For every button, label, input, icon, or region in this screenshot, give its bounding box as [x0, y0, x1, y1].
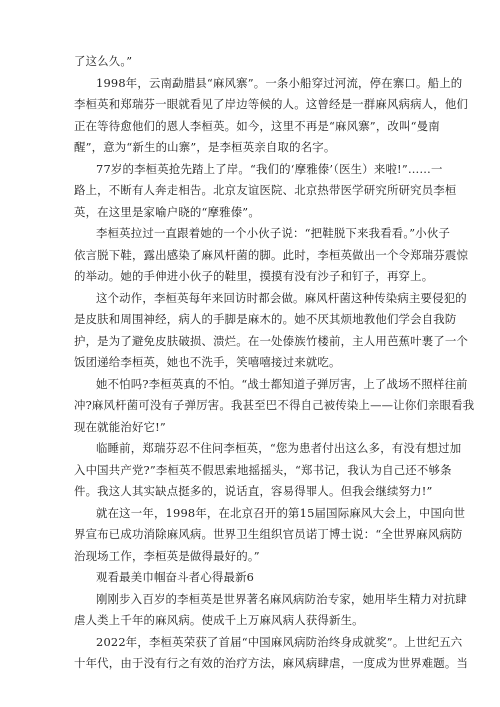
text-line: 件。我这人其实缺点挺多的，说话直，容易得罪人。但我会继续努力!”: [74, 484, 433, 498]
text-line: 的举动。她的手伸进小伙子的鞋里，摸摸有没有沙子和钉子，再穿上。: [74, 269, 434, 283]
text-line: 正在等待愈他们的恩人李桓英。如今，这里不再是“麻风寨”，改叫“曼南: [74, 118, 440, 133]
text-line: 十年代，由于没有行之有效的治疗方法，麻风病肆虐，一度成为世界难题。当: [74, 656, 469, 670]
text-line: 77岁的李桓英抢先踏上了岸。“我们的‘摩雅傣’（医生）来啦!”……一: [96, 161, 443, 176]
text-line: 刚刚步入百岁的李桓英是世界著名麻风病防治专家，她用毕生精力对抗肆: [96, 591, 467, 606]
text-line: 2022年，李桓英荣获了首届“中国麻风病防治终身成就奖”。上世纪五六: [96, 634, 463, 649]
text-line: 1998年，云南勐腊县“麻风寨”。一条小船穿过河流，停在寨口。船上的: [96, 75, 463, 90]
text-line: 观看最美巾帼奋斗者心得最新6: [96, 570, 255, 584]
text-line: 就在这一年，1998年，在北京召开的第15届国际麻风大会上，中国向世: [96, 505, 466, 520]
text-line: 临睡前，郑瑞芬忍不住问李桓英，“您为患者付出这么多，有没有想过加: [96, 441, 462, 455]
text-line: 她不怕吗?李桓英真的不怕。“战士都知道子弹厉害，上了战场不照样往前: [96, 376, 468, 391]
text-line: 李桓英拉过一直跟着她的一个小伙子说：“把鞋脱下来我看看。”小伙子: [96, 226, 451, 240]
text-line: 了这么久。”: [74, 54, 133, 68]
text-line: 现在就能治好它!”: [74, 419, 166, 434]
text-line: 入中国共产党?”李桓英不假思索地摇摇头，“郑书记，我认为自己还不够条: [74, 462, 452, 477]
text-line: 饭团递给李桓英，她也不洗手，笑嘻嘻接过来就吃。: [74, 355, 341, 369]
text-line: 护，是为了避免皮肤破损、溃烂。在一处傣族竹楼前，主人用芭蕉叶裹了一个: [74, 333, 469, 348]
text-line: 是皮肤和周围神经，病人的手脚是麻木的。她不厌其烦地教他们学会自我防: [74, 312, 457, 326]
text-line: 这个动作，李桓英每年来回访时都会做。麻风杆菌这种传染病主要侵犯的: [96, 290, 467, 305]
text-line: 路上，不断有人奔走相告。北京友谊医院、北京热带医学研究所研究员李桓: [74, 183, 457, 197]
text-line: 治现场工作，李桓英是做得最好的。”: [74, 548, 260, 563]
document-body: [74, 51, 475, 675]
text-line: 界宣布已成功消除麻风病。世界卫生组织官员诺丁博士说：“全世界麻风病防: [74, 527, 463, 541]
text-line: 李桓英和郑瑞芬一眼就看见了岸边等候的人。这曾经是一群麻风病病人，他们: [74, 97, 469, 111]
text-line: 虐人类上千年的麻风病。使成千上万麻风病人获得新生。: [74, 613, 364, 627]
text-line: 英，在这里是家喻户晓的“摩雅傣”。: [74, 204, 260, 219]
text-line: 冲?麻风杆菌可没有子弹厉害。我甚至巴不得自己被传染上——让你们亲眼看我: [74, 398, 475, 412]
text-line: 醒”，意为“新生的山寨”，是李桓英亲自取的名字。: [74, 140, 336, 154]
text-line: 依言脱下鞋，露出感染了麻风杆菌的脚。此时，李桓英做出一个令郑瑞芬震惊: [74, 247, 469, 262]
